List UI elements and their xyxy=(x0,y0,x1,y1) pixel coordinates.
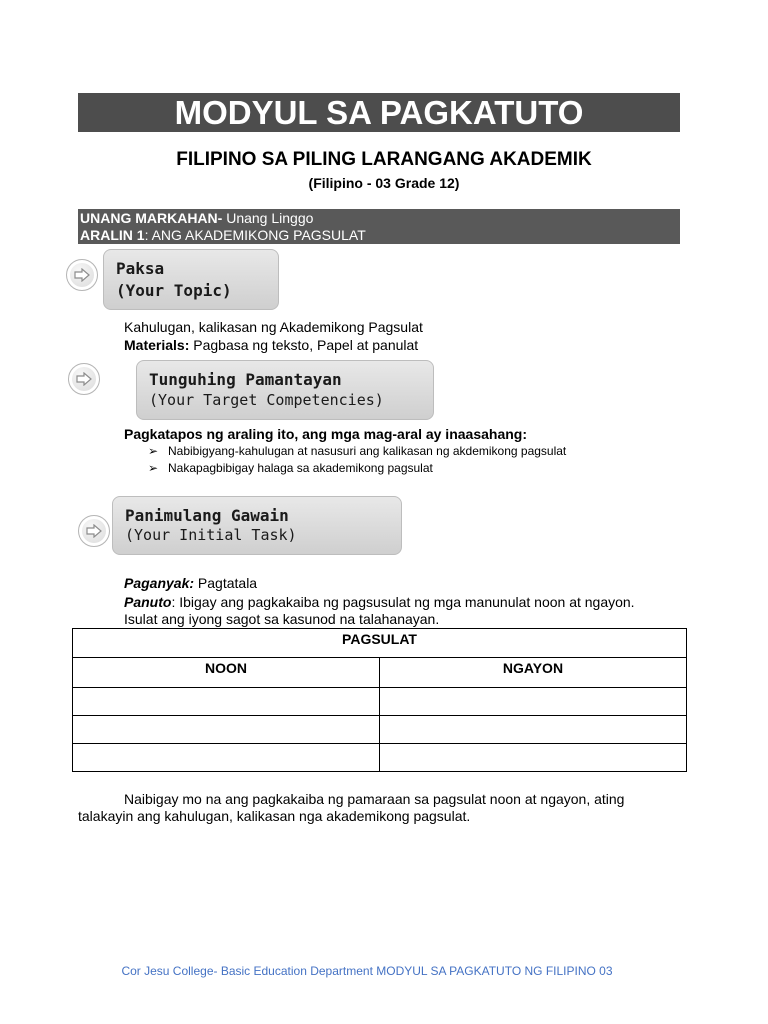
pagsulat-table xyxy=(72,628,687,772)
panuto-label: Panuto xyxy=(124,594,172,610)
table-cell[interactable] xyxy=(73,744,380,772)
list-item xyxy=(148,444,566,458)
arrow-right-circle-icon xyxy=(78,515,110,547)
competencies-title: Tunguhing Pamantayan xyxy=(149,370,342,389)
arrow-bullet-icon: ➢ xyxy=(148,461,159,475)
table-row xyxy=(73,744,687,772)
table-row xyxy=(73,688,687,716)
topic-description: Kahulugan, kalikasan ng Akademikong Pagsulat xyxy=(124,319,423,335)
module-title: MODYUL SA PAGKATUTO xyxy=(78,93,680,132)
bullet-text: Nabibigyang-kahulugan at nasusuri ang kalikasan ng akdemikong pagsulat xyxy=(168,444,567,458)
list-item xyxy=(148,461,433,475)
table-cell[interactable] xyxy=(379,688,686,716)
materials-line xyxy=(124,337,418,353)
column-header-noon: NOON xyxy=(73,658,380,688)
paganyak-line xyxy=(124,575,257,591)
closing-line-1: Naibigay mo na ang pagkakaiba ng pamaraan sa pagsulat noon at ngayon, ating xyxy=(124,791,625,807)
materials-value: Pagbasa ng teksto, Papel at panulat xyxy=(189,337,419,353)
quarter-line xyxy=(80,210,313,226)
topic-header xyxy=(103,249,279,310)
materials-label: Materials: xyxy=(124,337,190,353)
table-title: PAGSULAT xyxy=(73,629,687,658)
table-cell[interactable] xyxy=(379,744,686,772)
lesson-label: ARALIN 1 xyxy=(80,227,145,243)
lesson-line xyxy=(80,227,366,243)
panuto-value: : Ibigay ang pagkakaiba ng pagsusulat ng mga manunulat noon at ngayon. xyxy=(171,594,635,610)
initial-task-title: Panimulang Gawain xyxy=(125,506,289,525)
panuto-line xyxy=(124,594,635,610)
lesson-value: : ANG AKADEMIKONG PAGSULAT xyxy=(144,227,366,243)
closing-line-2: talakayin ang kahulugan, kalikasan nga akademikong pagsulat. xyxy=(78,808,471,824)
competencies-header xyxy=(136,360,434,420)
arrow-right-circle-icon xyxy=(68,363,100,395)
paganyak-value: Pagtatala xyxy=(194,575,258,591)
competencies-subtitle: (Your Target Competencies) xyxy=(149,391,384,409)
initial-task-header xyxy=(112,496,402,555)
initial-task-subtitle: (Your Initial Task) xyxy=(125,526,297,544)
topic-subtitle: (Your Topic) xyxy=(116,281,232,300)
table-row xyxy=(73,716,687,744)
arrow-right-circle-icon xyxy=(66,259,98,291)
lesson-band xyxy=(78,209,680,244)
table-cell[interactable] xyxy=(73,688,380,716)
course-title: FILIPINO SA PILING LARANGANG AKADEMIK xyxy=(176,149,592,170)
table-cell[interactable] xyxy=(379,716,686,744)
competencies-intro: Pagkatapos ng araling ito, ang mga mag-aral ay inaasahang: xyxy=(124,426,527,442)
bullet-text: Nakapagbibigay halaga sa akademikong pagsulat xyxy=(168,461,433,475)
arrow-bullet-icon: ➢ xyxy=(148,444,159,458)
table-cell[interactable] xyxy=(73,716,380,744)
quarter-label: UNANG MARKAHAN- xyxy=(80,210,223,226)
column-header-ngayon: NGAYON xyxy=(379,658,686,688)
paganyak-label: Paganyak: xyxy=(124,575,195,591)
page-footer: Cor Jesu College- Basic Education Department MODYUL SA PAGKATUTO NG FILIPINO 03 xyxy=(121,964,613,978)
panuto-line-2: Isulat ang iyong sagot sa kasunod na talahanayan. xyxy=(124,611,440,627)
grade-label: (Filipino - 03 Grade 12) xyxy=(308,175,460,191)
quarter-value: Unang Linggo xyxy=(222,210,314,226)
topic-title: Paksa xyxy=(116,259,165,278)
